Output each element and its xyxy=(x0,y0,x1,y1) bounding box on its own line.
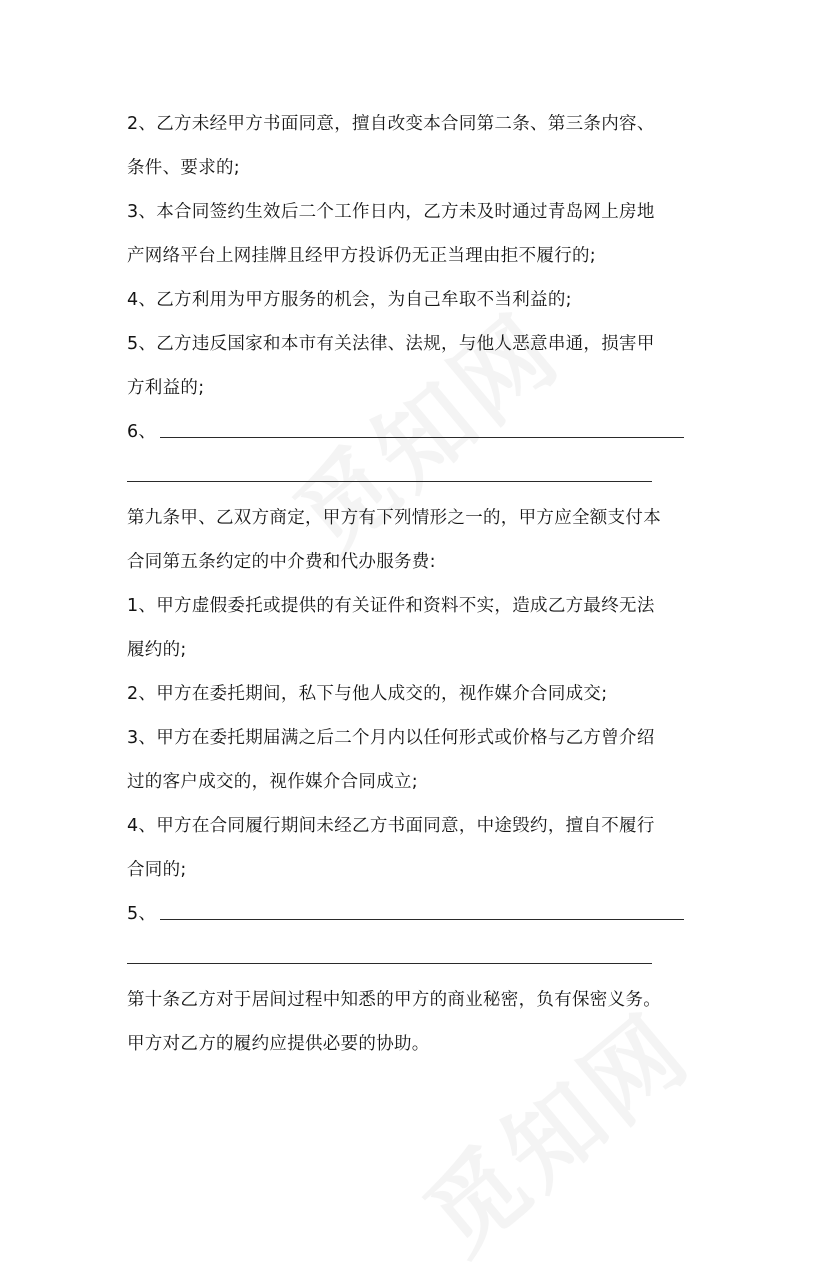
fill-in-blank xyxy=(127,963,652,964)
text-line: 方利益的; xyxy=(127,378,205,398)
text-line: 5、乙方违反国家和本市有关法律、法规，与他人恶意串通，损害甲 xyxy=(127,334,655,354)
fill-in-blank xyxy=(127,481,652,482)
text-line: 甲方对乙方的履约应提供必要的协助。 xyxy=(127,1034,430,1054)
fill-in-blank xyxy=(160,437,684,438)
fill-in-blank xyxy=(160,919,684,920)
text-line: 履约的; xyxy=(127,640,187,660)
watermark xyxy=(392,978,714,1279)
text-line: 条件、要求的; xyxy=(127,158,240,178)
text-line: 3、本合同签约生效后二个工作日内，乙方未及时通过青岛网上房地 xyxy=(127,202,655,222)
text-line: 6、 xyxy=(127,422,157,442)
text-line: 第九条甲、乙双方商定，甲方有下列情形之一的，甲方应全额支付本 xyxy=(127,508,661,528)
text-line: 5、 xyxy=(127,904,157,924)
text-line: 合同的; xyxy=(127,860,187,880)
text-line: 4、乙方利用为甲方服务的机会，为自己牟取不当利益的; xyxy=(127,290,572,310)
text-line: 4、甲方在合同履行期间未经乙方书面同意，中途毁约，擅自不履行 xyxy=(127,816,655,836)
watermark xyxy=(262,278,584,580)
text-line: 合同第五条约定的中介费和代办服务费: xyxy=(127,552,436,572)
text-line: 第十条乙方对于居间过程中知悉的甲方的商业秘密，负有保密义务。 xyxy=(127,990,661,1010)
text-line: 过的客户成交的，视作媒介合同成立; xyxy=(127,772,418,792)
text-line: 3、甲方在委托期届满之后二个月内以任何形式或价格与乙方曾介绍 xyxy=(127,728,655,748)
text-line: 2、甲方在委托期间，私下与他人成交的，视作媒介合同成交; xyxy=(127,684,608,704)
text-line: 产网络平台上网挂牌且经甲方投诉仍无正当理由拒不履行的; xyxy=(127,246,596,266)
text-line: 1、甲方虚假委托或提供的有关证件和资料不实，造成乙方最终无法 xyxy=(127,596,655,616)
text-line: 2、乙方未经甲方书面同意，擅自改变本合同第二条、第三条内容、 xyxy=(127,114,655,134)
